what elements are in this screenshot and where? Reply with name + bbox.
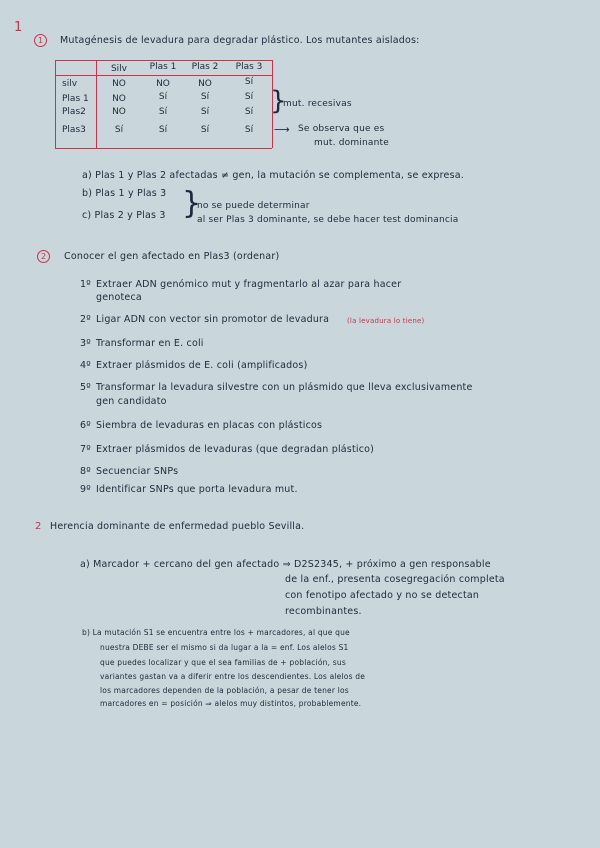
- section2-title: Conocer el gen afectado en Plas3 (ordenar): [64, 251, 280, 262]
- step-text: Siembra de levaduras en placas con plásticos: [96, 420, 323, 431]
- step-continuation: gen candidato: [96, 396, 167, 407]
- table-cell: Sí: [200, 107, 210, 117]
- answer-bc-line2: al ser Plas 3 dominante, se debe hacer test dominancia: [197, 215, 459, 225]
- answer-b: b) Plas 1 y Plas 3: [82, 188, 167, 199]
- answer-bc-line1: no se puede determinar: [197, 201, 310, 211]
- table-cell: Sí: [244, 92, 254, 102]
- table-cell: Sí: [158, 92, 168, 102]
- table-header: Plas 2: [191, 62, 219, 72]
- answer-b-line: nuestra DEBE ser el mismo si da lugar a la = enf. Los alelos S1: [100, 643, 349, 652]
- step-text: Extraer plásmidos de levaduras (que degradan plástico): [96, 444, 375, 455]
- table-cell: NO: [112, 79, 126, 89]
- step-text: Extraer plásmidos de E. coli (amplificados): [96, 360, 308, 371]
- answer-b-line: que puedes localizar y que el sea familias de + población, sus: [100, 658, 346, 667]
- table-cell: Sí: [200, 92, 210, 102]
- table-row-label: silv: [62, 79, 78, 89]
- table-header: Plas 1: [149, 62, 177, 72]
- table-cell: Sí: [114, 125, 124, 135]
- step-number: 3º: [80, 338, 91, 349]
- table-row-label: Plas 1: [62, 94, 89, 104]
- note-recessive: mut. recesivas: [283, 99, 352, 109]
- step-number: 7º: [80, 444, 91, 455]
- page-marker: 1: [14, 20, 23, 35]
- step-text: Identificar SNPs que porta levadura mut.: [96, 484, 298, 495]
- section1-title: Mutagénesis de levadura para degradar plástico. Los mutantes aislados:: [60, 35, 420, 46]
- section1-number: 1: [34, 34, 47, 47]
- answer-b-line: variantes gastan va a diferir entre los descendientes. Los alelos de: [100, 672, 366, 681]
- step-text: Secuenciar SNPs: [96, 466, 179, 477]
- answer-a-line: a) Marcador + cercano del gen afectado ⇒ D2S2345, + próximo a gen responsable: [80, 559, 491, 570]
- table-cell: Sí: [200, 125, 210, 135]
- table-row-label: Plas2: [62, 107, 86, 117]
- step-number: 6º: [80, 420, 91, 431]
- step-number: 8º: [80, 466, 91, 477]
- answer-b-line: los marcadores dependen de la población, a pesar de tener los: [100, 686, 349, 695]
- answer-a-line: con fenotipo afectado y no se detectan: [285, 590, 480, 601]
- table-cell: NO: [156, 79, 170, 89]
- answer-c: c) Plas 2 y Plas 3: [82, 210, 166, 221]
- table-cell: Sí: [244, 107, 254, 117]
- section2-number: 2: [37, 250, 50, 263]
- answer-b-line: marcadores en = posición ⇒ alelos muy distintos, probablemente.: [100, 699, 362, 708]
- step-continuation: genoteca: [96, 292, 142, 303]
- table-cell: Sí: [244, 125, 254, 135]
- table-header: Silv: [110, 64, 128, 74]
- section3-number: 2: [35, 521, 42, 532]
- table-cell: NO: [112, 94, 126, 104]
- table-header: Plas 3: [235, 62, 263, 72]
- step-note-red: (la levadura lo tiene): [347, 317, 425, 325]
- note-dominant-line1: Se observa que es: [298, 124, 385, 134]
- step-number: 1º: [80, 279, 91, 290]
- table-cell: Sí: [158, 125, 168, 135]
- answer-a-line: de la enf., presenta cosegregación completa: [285, 574, 505, 585]
- step-number: 5º: [80, 382, 91, 393]
- table-row-label: Plas3: [62, 125, 86, 135]
- arrow-right-icon: ⟶: [274, 123, 290, 136]
- table-cell: NO: [112, 107, 126, 117]
- step-text: Transformar la levadura silvestre con un plásmido que lleva exclusivamente: [96, 382, 473, 393]
- step-number: 9º: [80, 484, 91, 495]
- table-cell: NO: [198, 79, 212, 89]
- step-text: Ligar ADN con vector sin promotor de levadura: [96, 314, 330, 325]
- table-cell: Sí: [158, 107, 168, 117]
- answer-a: a) Plas 1 y Plas 2 afectadas ≠ gen, la mutación se complementa, se expresa.: [82, 170, 464, 181]
- table-cell: Sí: [244, 77, 254, 87]
- note-dominant-line2: mut. dominante: [314, 138, 389, 148]
- brace-icon: }: [182, 186, 202, 221]
- step-text: Transformar en E. coli: [96, 338, 204, 349]
- step-number: 2º: [80, 314, 91, 325]
- section3-title: Herencia dominante de enfermedad pueblo Sevilla.: [50, 521, 305, 532]
- step-number: 4º: [80, 360, 91, 371]
- answer-b-line: b) La mutación S1 se encuentra entre los + marcadores, al que que: [82, 628, 350, 637]
- answer-a-line: recombinantes.: [285, 606, 362, 617]
- step-text: Extraer ADN genómico mut y fragmentarlo al azar para hacer: [96, 279, 402, 290]
- brace-icon: }: [270, 86, 287, 116]
